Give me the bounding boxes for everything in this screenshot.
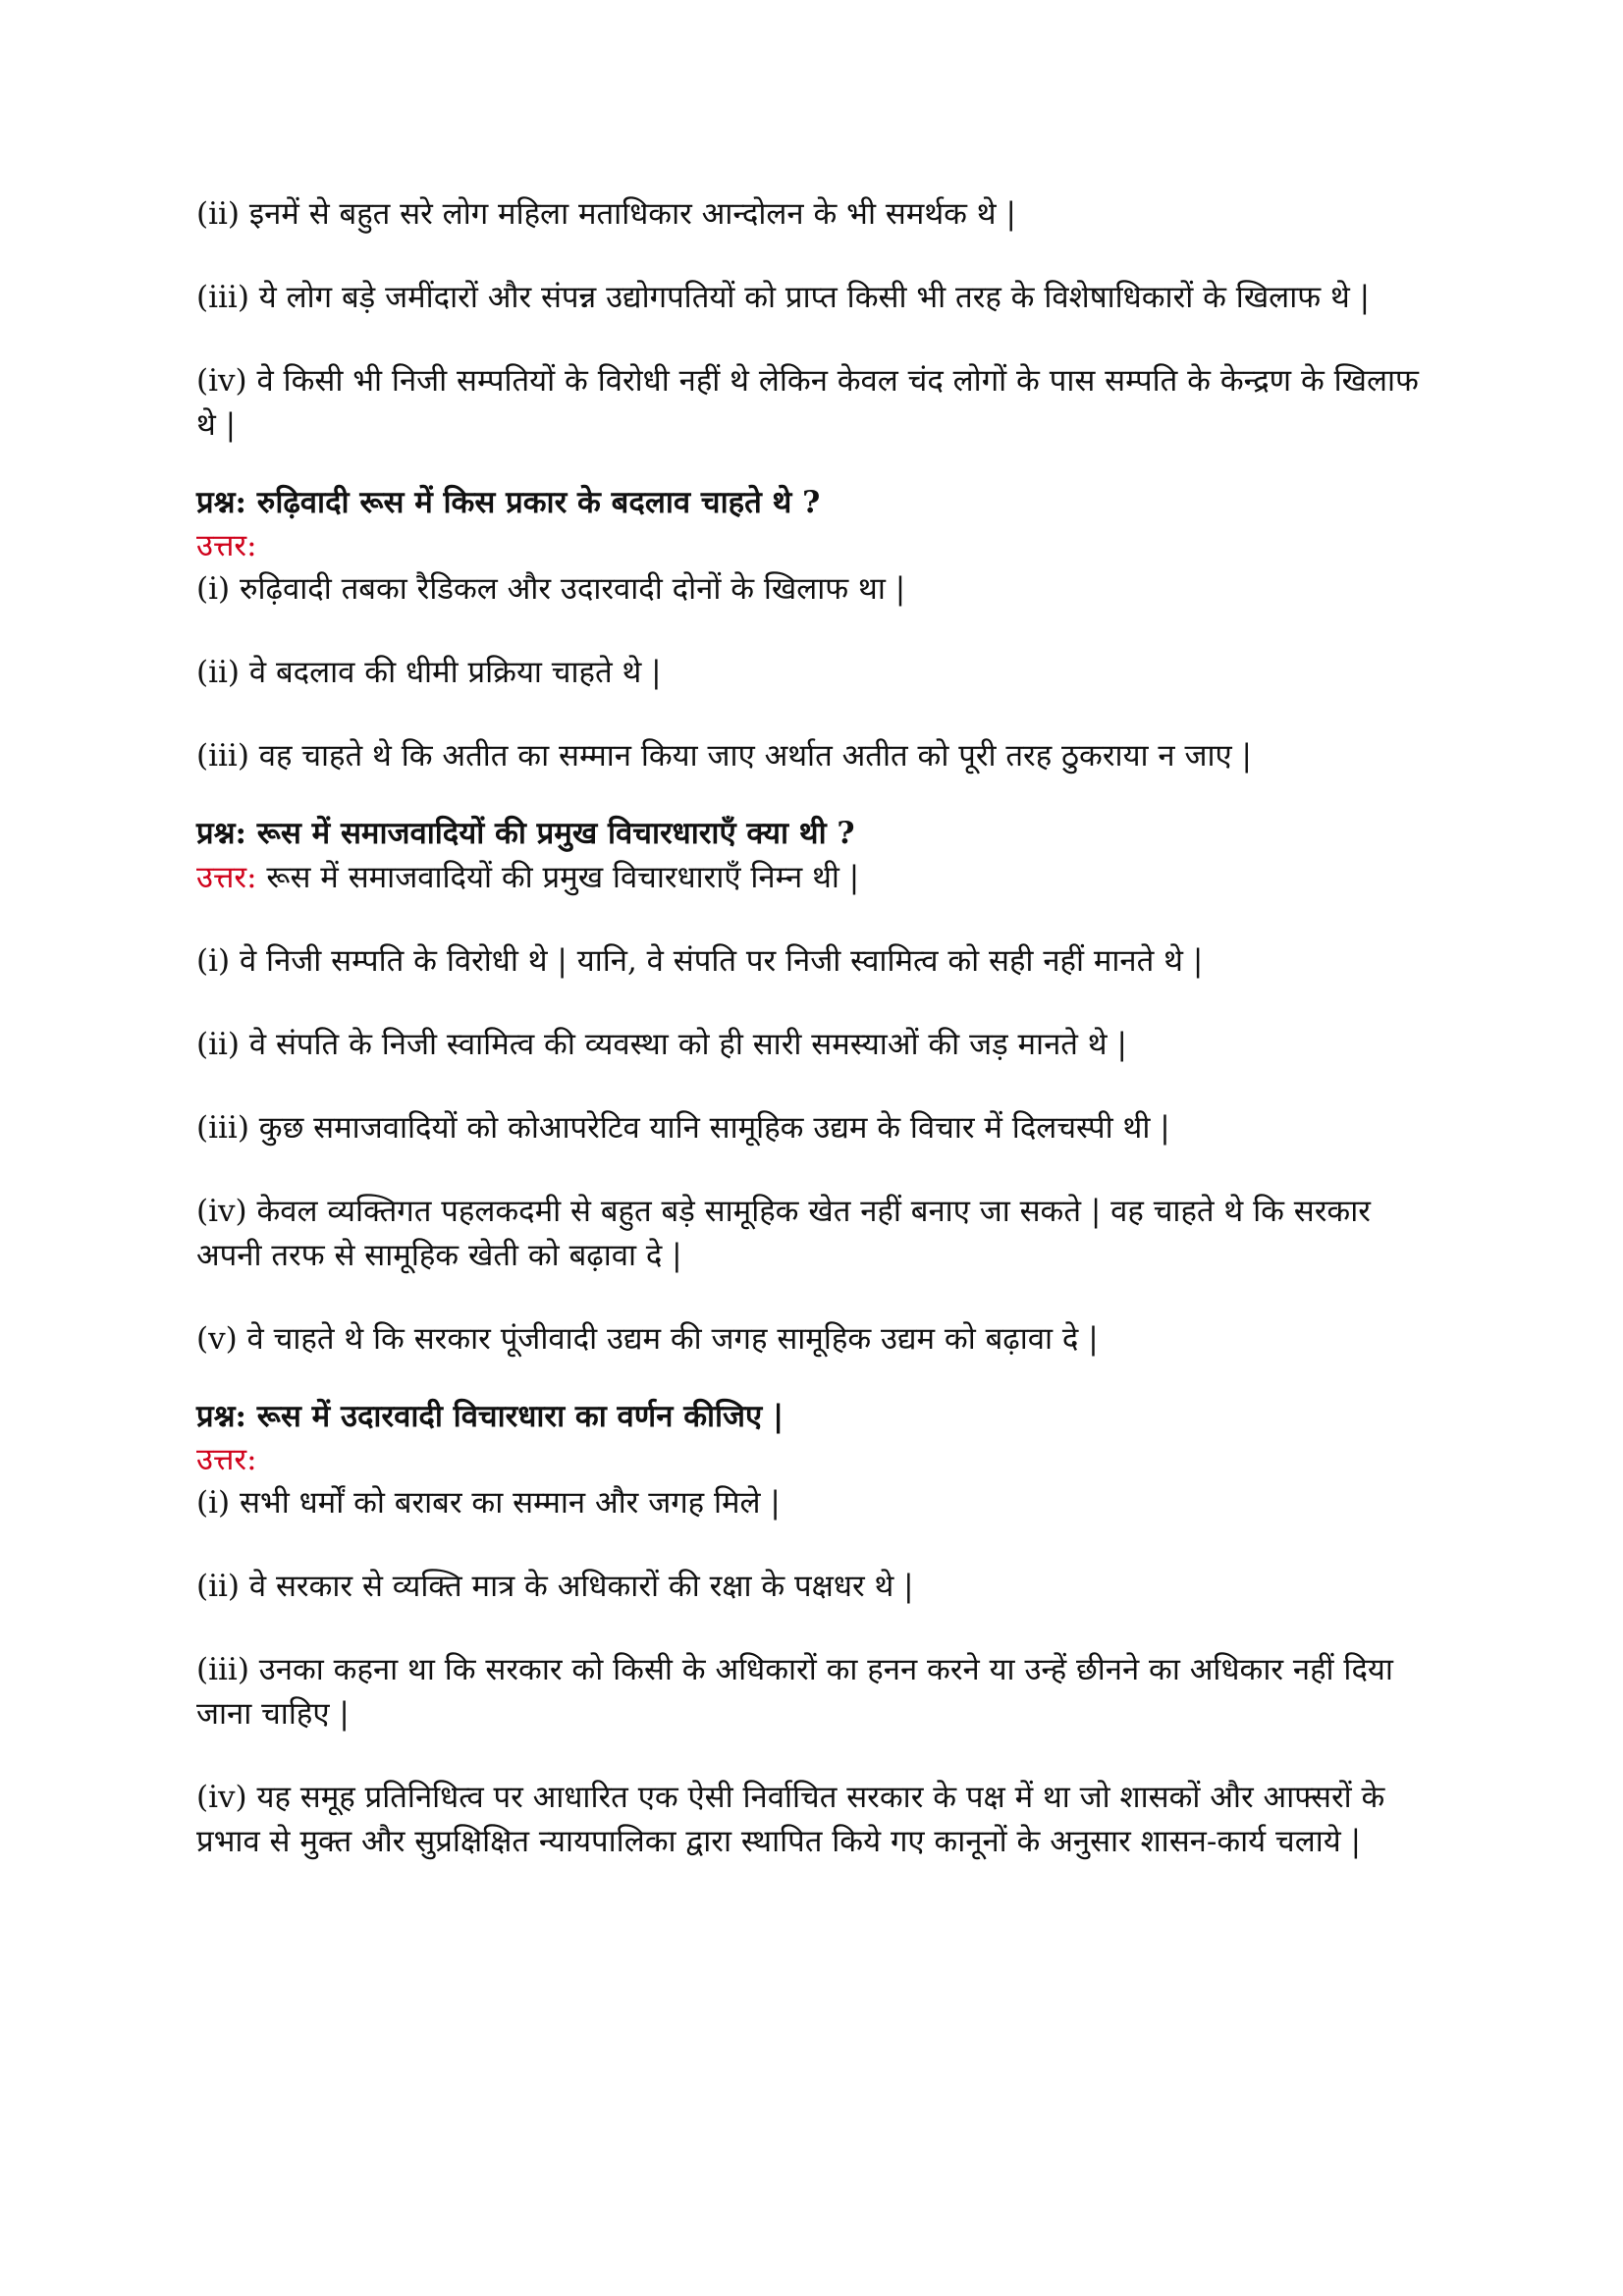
- answer-2-point-v: (v) वे चाहते थे कि सरकार पूंजीवादी उद्यम की जगह सामूहिक उद्यम को बढ़ावा दे |: [196, 1321, 1099, 1357]
- answer-3-point-ii: (ii) वे सरकार से व्यक्ति मात्र के अधिकारों की रक्षा के पक्षधर थे |: [196, 1569, 914, 1604]
- question-1: प्रश्न: रुढ़िवादी रूस में किस प्रकार के बदलाव चाहते थे ?: [196, 485, 821, 520]
- answer-1-point-i: (i) रुढ़िवादी तबका रैडिकल और उदारवादी दोनों के खिलाफ था |: [196, 571, 906, 607]
- answer-2-label: उत्तर:: [196, 860, 257, 895]
- answer-2-point-ii: (ii) वे संपति के निजी स्वामित्व की व्यवस्था को ही सारी समस्याओं की जड़ मानते थे |: [196, 1027, 1127, 1062]
- answer-2-point-iii: (iii) कुछ समाजवादियों को कोआपरेटिव यानि सामूहिक उद्यम के विचार में दिलचस्पी थी |: [196, 1110, 1170, 1146]
- answer-3-point-i: (i) सभी धर्मों को बराबर का सम्मान और जगह मिले |: [196, 1485, 781, 1521]
- answer-3-point-iii: (iii) उनका कहना था कि सरकार को किसी के अधिकारों का हनन करने या उन्हें छीनने का अधिकार नहीं दिया जाना चाहिए |: [196, 1652, 1393, 1732]
- answer-2-intro-text: रूस में समाजवादियों की प्रमुख विचारधाराएँ निम्न थी |: [256, 860, 860, 895]
- document-page: [196, 192, 1424, 1903]
- intro-point-iv: (iv) वे किसी भी निजी सम्पतियों के विरोधी नहीं थे लेकिन केवल चंद लोगों के पास सम्पति के केन्द्रण के खिलाफ थे |: [196, 363, 1419, 443]
- answer-3-label: उत्तर:: [196, 1442, 257, 1477]
- answer-2-intro: [196, 856, 1424, 900]
- intro-point-iii: (iii) ये लोग बड़े जमींदारों और संपन्न उद्योगपतियों को प्राप्त किसी भी तरह के विशेषाधिकारों के खिलाफ थे |: [196, 280, 1371, 315]
- answer-3-point-iv: (iv) यह समूह प्रतिनिधित्व पर आधारित एक ऐसी निर्वाचित सरकार के पक्ष में था जो शासकों और आफ्सरों के प्रभाव से मुक्त और सुप्रक्षिक्षित न्यायपालिका द्वारा स्थापित किये गए कानूनों के अनुसार शासन-कार्य चलाये |: [196, 1780, 1385, 1859]
- answer-1-label: उत्तर:: [196, 528, 257, 563]
- answer-1-point-iii: (iii) वह चाहते थे कि अतीत का सम्मान किया जाए अर्थात अतीत को पूरी तरह ठुकराया न जाए |: [196, 738, 1252, 774]
- answer-1-point-ii: (ii) वे बदलाव की धीमी प्रक्रिया चाहते थे |: [196, 655, 662, 690]
- question-2: प्रश्न: रूस में समाजवादियों की प्रमुख विचारधाराएँ क्या थी ?: [196, 816, 855, 851]
- question-3: प्रश्न: रूस में उदारवादी विचारधारा का वर्णन कीजिए |: [196, 1399, 784, 1434]
- answer-2-point-iv: (iv) केवल व्यक्तिगत पहलकदमी से बहुत बड़े सामूहिक खेत नहीं बनाए जा सकते | वह चाहते थे कि सरकार अपनी तरफ से सामूहिक खेती को बढ़ावा दे |: [196, 1194, 1371, 1273]
- intro-point-ii: (ii) इनमें से बहुत सरे लोग महिला मताधिकार आन्दोलन के भी समर्थक थे |: [196, 196, 1016, 232]
- answer-2-point-i: (i) वे निजी सम्पति के विरोधी थे | यानि, वे संपति पर निजी स्वामित्व को सही नहीं मानते थे |: [196, 943, 1204, 979]
